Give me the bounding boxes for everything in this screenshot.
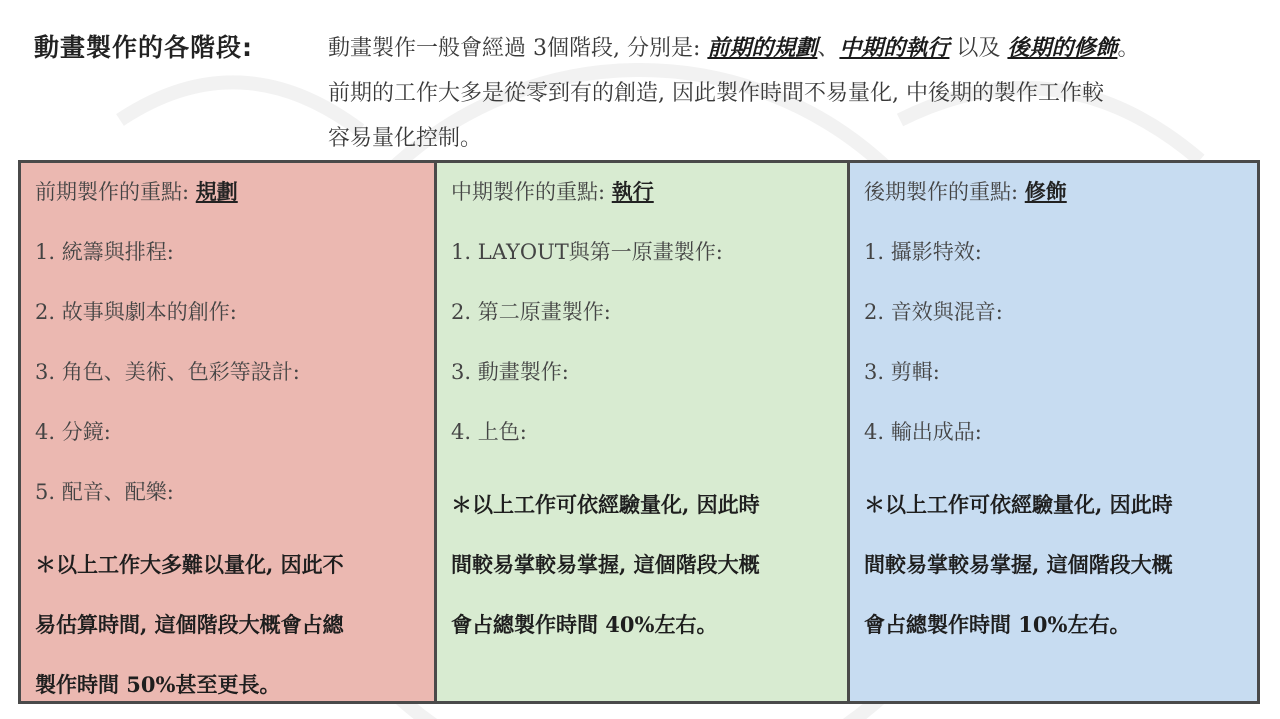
list-item: 3. 動畫製作: xyxy=(451,360,569,384)
intro-line-3: 容易量化控制。 xyxy=(328,126,483,151)
stage-heading-label: 後期製作的重點: xyxy=(864,180,1025,204)
page-title: 動畫製作的各階段: xyxy=(34,33,253,62)
stage-heading-label: 前期製作的重點: xyxy=(35,180,196,204)
stages-table xyxy=(18,160,1260,704)
header xyxy=(0,0,1280,160)
list-item: 1. 統籌與排程: xyxy=(35,240,174,264)
stage-heading xyxy=(864,177,1243,237)
note-line: 間較易掌較易掌握, 這個階段大概 xyxy=(451,552,760,577)
list-item: 4. 分鏡: xyxy=(35,420,111,444)
intro-line-1 xyxy=(328,26,1248,71)
stage-heading xyxy=(451,177,833,237)
stage-pre-highlight: 前期的規劃 xyxy=(707,35,818,61)
stage-note xyxy=(451,475,833,655)
list-item: 5. 配音、配樂: xyxy=(35,480,174,504)
note-line: 間較易掌較易掌握, 這個階段大概 xyxy=(864,552,1173,577)
list-item: 2. 第二原畫製作: xyxy=(451,300,611,324)
intro-paragraph xyxy=(328,26,1248,161)
list-item: 4. 輸出成品: xyxy=(864,420,982,444)
list-item: 3. 角色、美術、色彩等設計: xyxy=(35,360,300,384)
note-line: ＊以上工作可依經驗量化, 因此時 xyxy=(451,492,760,517)
list-item: 2. 音效與混音: xyxy=(864,300,1003,324)
list-item: 4. 上色: xyxy=(451,420,527,444)
stage-heading-key: 規劃 xyxy=(195,179,238,204)
intro-suffix: 。 xyxy=(1117,36,1140,61)
list-item: 2. 故事與劇本的創作: xyxy=(35,300,237,324)
stage-post-highlight: 後期的修飾 xyxy=(1007,35,1118,61)
list-item: 1. 攝影特效: xyxy=(864,240,982,264)
list-item: 3. 剪輯: xyxy=(864,360,940,384)
stage-mid-highlight: 中期的執行 xyxy=(839,35,950,61)
note-line: 會占總製作時間 40%左右。 xyxy=(451,612,718,637)
intro-separator: 、 xyxy=(817,36,840,61)
note-line: 會占總製作時間 10%左右。 xyxy=(864,612,1131,637)
note-line: ＊以上工作大多難以量化, 因此不 xyxy=(35,552,344,577)
stage-note xyxy=(35,535,420,715)
note-line: ＊以上工作可依經驗量化, 因此時 xyxy=(864,492,1173,517)
intro-prefix: 動畫製作一般會經過 3個階段, 分別是: xyxy=(328,36,708,61)
note-line: 易估算時間, 這個階段大概會占總 xyxy=(35,612,344,637)
stage-note xyxy=(864,475,1243,655)
stage-column-post xyxy=(847,163,1257,701)
note-line: 製作時間 50%甚至更長。 xyxy=(35,672,281,697)
stage-column-pre xyxy=(21,163,434,701)
stage-heading-key: 修飾 xyxy=(1024,179,1067,204)
stage-heading-label: 中期製作的重點: xyxy=(451,180,612,204)
stage-heading xyxy=(35,177,420,237)
stage-column-mid xyxy=(434,163,847,701)
intro-line-2: 前期的工作大多是從零到有的創造, 因此製作時間不易量化, 中後期的製作工作較 xyxy=(328,81,1104,106)
list-item: 1. LAYOUT與第一原畫製作: xyxy=(451,240,723,264)
intro-separator: 以及 xyxy=(949,36,1008,61)
stage-heading-key: 執行 xyxy=(611,179,654,204)
